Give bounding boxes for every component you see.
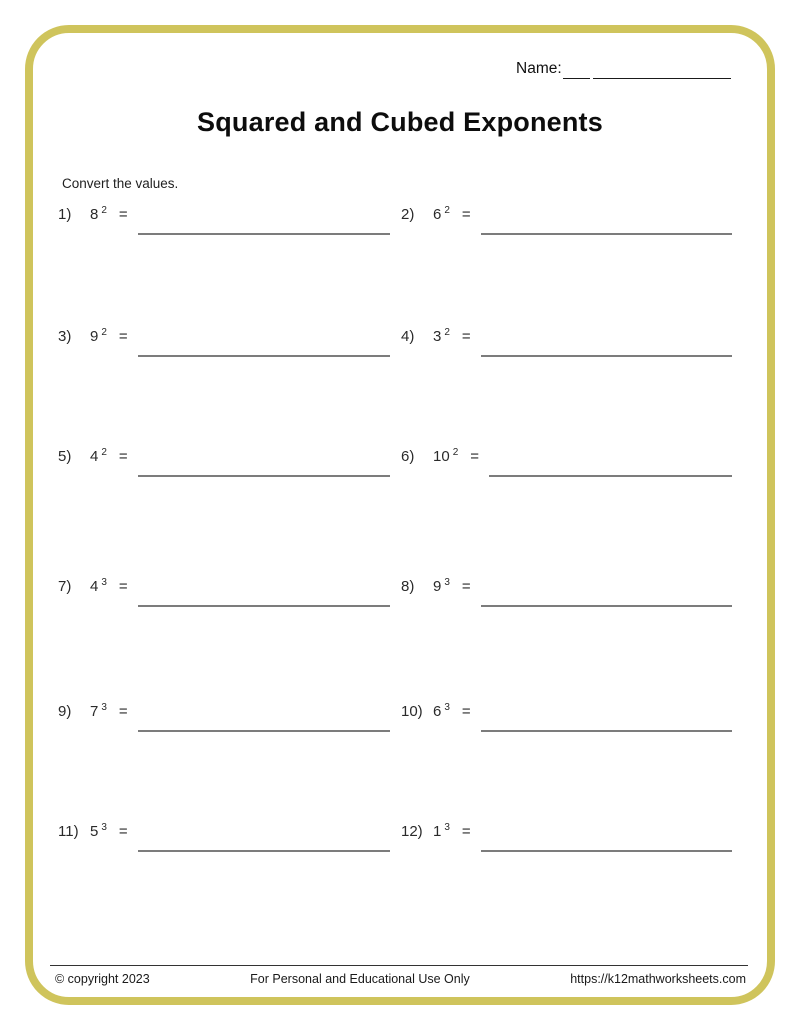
problem-number: 2) xyxy=(401,206,415,223)
problem-number: 10) xyxy=(401,703,423,720)
name-label: Name: xyxy=(516,60,562,77)
base-value: 9 xyxy=(90,328,99,345)
base-value: 4 xyxy=(90,448,99,465)
exponent-expression xyxy=(433,822,450,840)
equals-sign: = xyxy=(461,578,471,595)
problem-6 xyxy=(401,447,732,467)
equals-sign: = xyxy=(118,578,128,595)
answer-blank[interactable] xyxy=(489,463,732,477)
copyright-text: © copyright 2023 xyxy=(55,972,150,986)
base-value: 1 xyxy=(433,823,442,840)
answer-blank[interactable] xyxy=(138,838,390,852)
exponent-expression xyxy=(90,577,107,595)
problem-number: 5) xyxy=(58,448,72,465)
problem-number: 6) xyxy=(401,448,415,465)
base-value: 7 xyxy=(90,703,99,720)
problem-number: 11) xyxy=(58,823,79,840)
base-value: 4 xyxy=(90,578,99,595)
website-url: https://k12mathworksheets.com xyxy=(570,972,746,986)
equals-sign: = xyxy=(470,448,480,465)
problem-number: 7) xyxy=(58,578,72,595)
base-value: 9 xyxy=(433,578,442,595)
problem-8 xyxy=(401,577,732,597)
exponent-value: 3 xyxy=(101,702,107,713)
usage-text: For Personal and Educational Use Only xyxy=(250,972,470,986)
exponent-value: 2 xyxy=(101,447,107,458)
answer-blank[interactable] xyxy=(481,838,732,852)
problem-1 xyxy=(58,205,390,225)
exponent-value: 3 xyxy=(444,702,450,713)
answer-blank[interactable] xyxy=(138,718,390,732)
exponent-expression xyxy=(433,702,450,720)
exponent-value: 3 xyxy=(444,822,450,833)
equals-sign: = xyxy=(461,206,471,223)
problem-4 xyxy=(401,327,732,347)
base-value: 10 xyxy=(433,448,450,465)
problem-7 xyxy=(58,577,390,597)
exponent-value: 2 xyxy=(101,205,107,216)
footer xyxy=(55,972,746,986)
exponent-value: 3 xyxy=(101,822,107,833)
exponent-value: 2 xyxy=(444,205,450,216)
problem-number: 4) xyxy=(401,328,415,345)
equals-sign: = xyxy=(461,703,471,720)
answer-blank[interactable] xyxy=(481,718,732,732)
exponent-value: 2 xyxy=(444,327,450,338)
base-value: 3 xyxy=(433,328,442,345)
answer-blank[interactable] xyxy=(138,593,390,607)
answer-blank[interactable] xyxy=(481,593,732,607)
name-blank-segment[interactable] xyxy=(593,62,731,79)
exponent-expression xyxy=(90,702,107,720)
problem-10 xyxy=(401,702,732,722)
problem-number: 9) xyxy=(58,703,72,720)
answer-blank[interactable] xyxy=(481,221,732,235)
exponent-expression xyxy=(433,327,450,345)
base-value: 5 xyxy=(90,823,99,840)
equals-sign: = xyxy=(461,328,471,345)
exponent-value: 2 xyxy=(101,327,107,338)
answer-blank[interactable] xyxy=(138,221,390,235)
equals-sign: = xyxy=(118,703,128,720)
equals-sign: = xyxy=(118,823,128,840)
footer-divider xyxy=(50,965,748,966)
answer-blank[interactable] xyxy=(481,343,732,357)
instructions-text: Convert the values. xyxy=(62,176,179,191)
problem-5 xyxy=(58,447,390,467)
base-value: 6 xyxy=(433,206,442,223)
base-value: 6 xyxy=(433,703,442,720)
exponent-expression xyxy=(433,205,450,223)
equals-sign: = xyxy=(118,328,128,345)
exponent-expression xyxy=(433,577,450,595)
problem-2 xyxy=(401,205,732,225)
problem-number: 8) xyxy=(401,578,415,595)
problem-11 xyxy=(58,822,390,842)
answer-blank[interactable] xyxy=(138,463,390,477)
equals-sign: = xyxy=(118,448,128,465)
exponent-expression xyxy=(433,447,458,465)
equals-sign: = xyxy=(118,206,128,223)
problem-number: 12) xyxy=(401,823,423,840)
exponent-value: 3 xyxy=(101,577,107,588)
exponent-value: 2 xyxy=(452,447,459,458)
equals-sign: = xyxy=(461,823,471,840)
problem-number: 1) xyxy=(58,206,72,223)
page-title: Squared and Cubed Exponents xyxy=(197,107,603,137)
problem-3 xyxy=(58,327,390,347)
name-blank[interactable] xyxy=(563,62,731,79)
decorative-border xyxy=(25,25,775,1005)
problem-9 xyxy=(58,702,390,722)
exponent-expression xyxy=(90,327,107,345)
exponent-expression xyxy=(90,205,107,223)
exponent-value: 3 xyxy=(444,577,450,588)
exponent-expression xyxy=(90,822,107,840)
exponent-expression xyxy=(90,447,107,465)
answer-blank[interactable] xyxy=(138,343,390,357)
problem-number: 3) xyxy=(58,328,72,345)
problem-12 xyxy=(401,822,732,842)
name-blank-segment[interactable] xyxy=(563,62,590,79)
base-value: 8 xyxy=(90,206,99,223)
